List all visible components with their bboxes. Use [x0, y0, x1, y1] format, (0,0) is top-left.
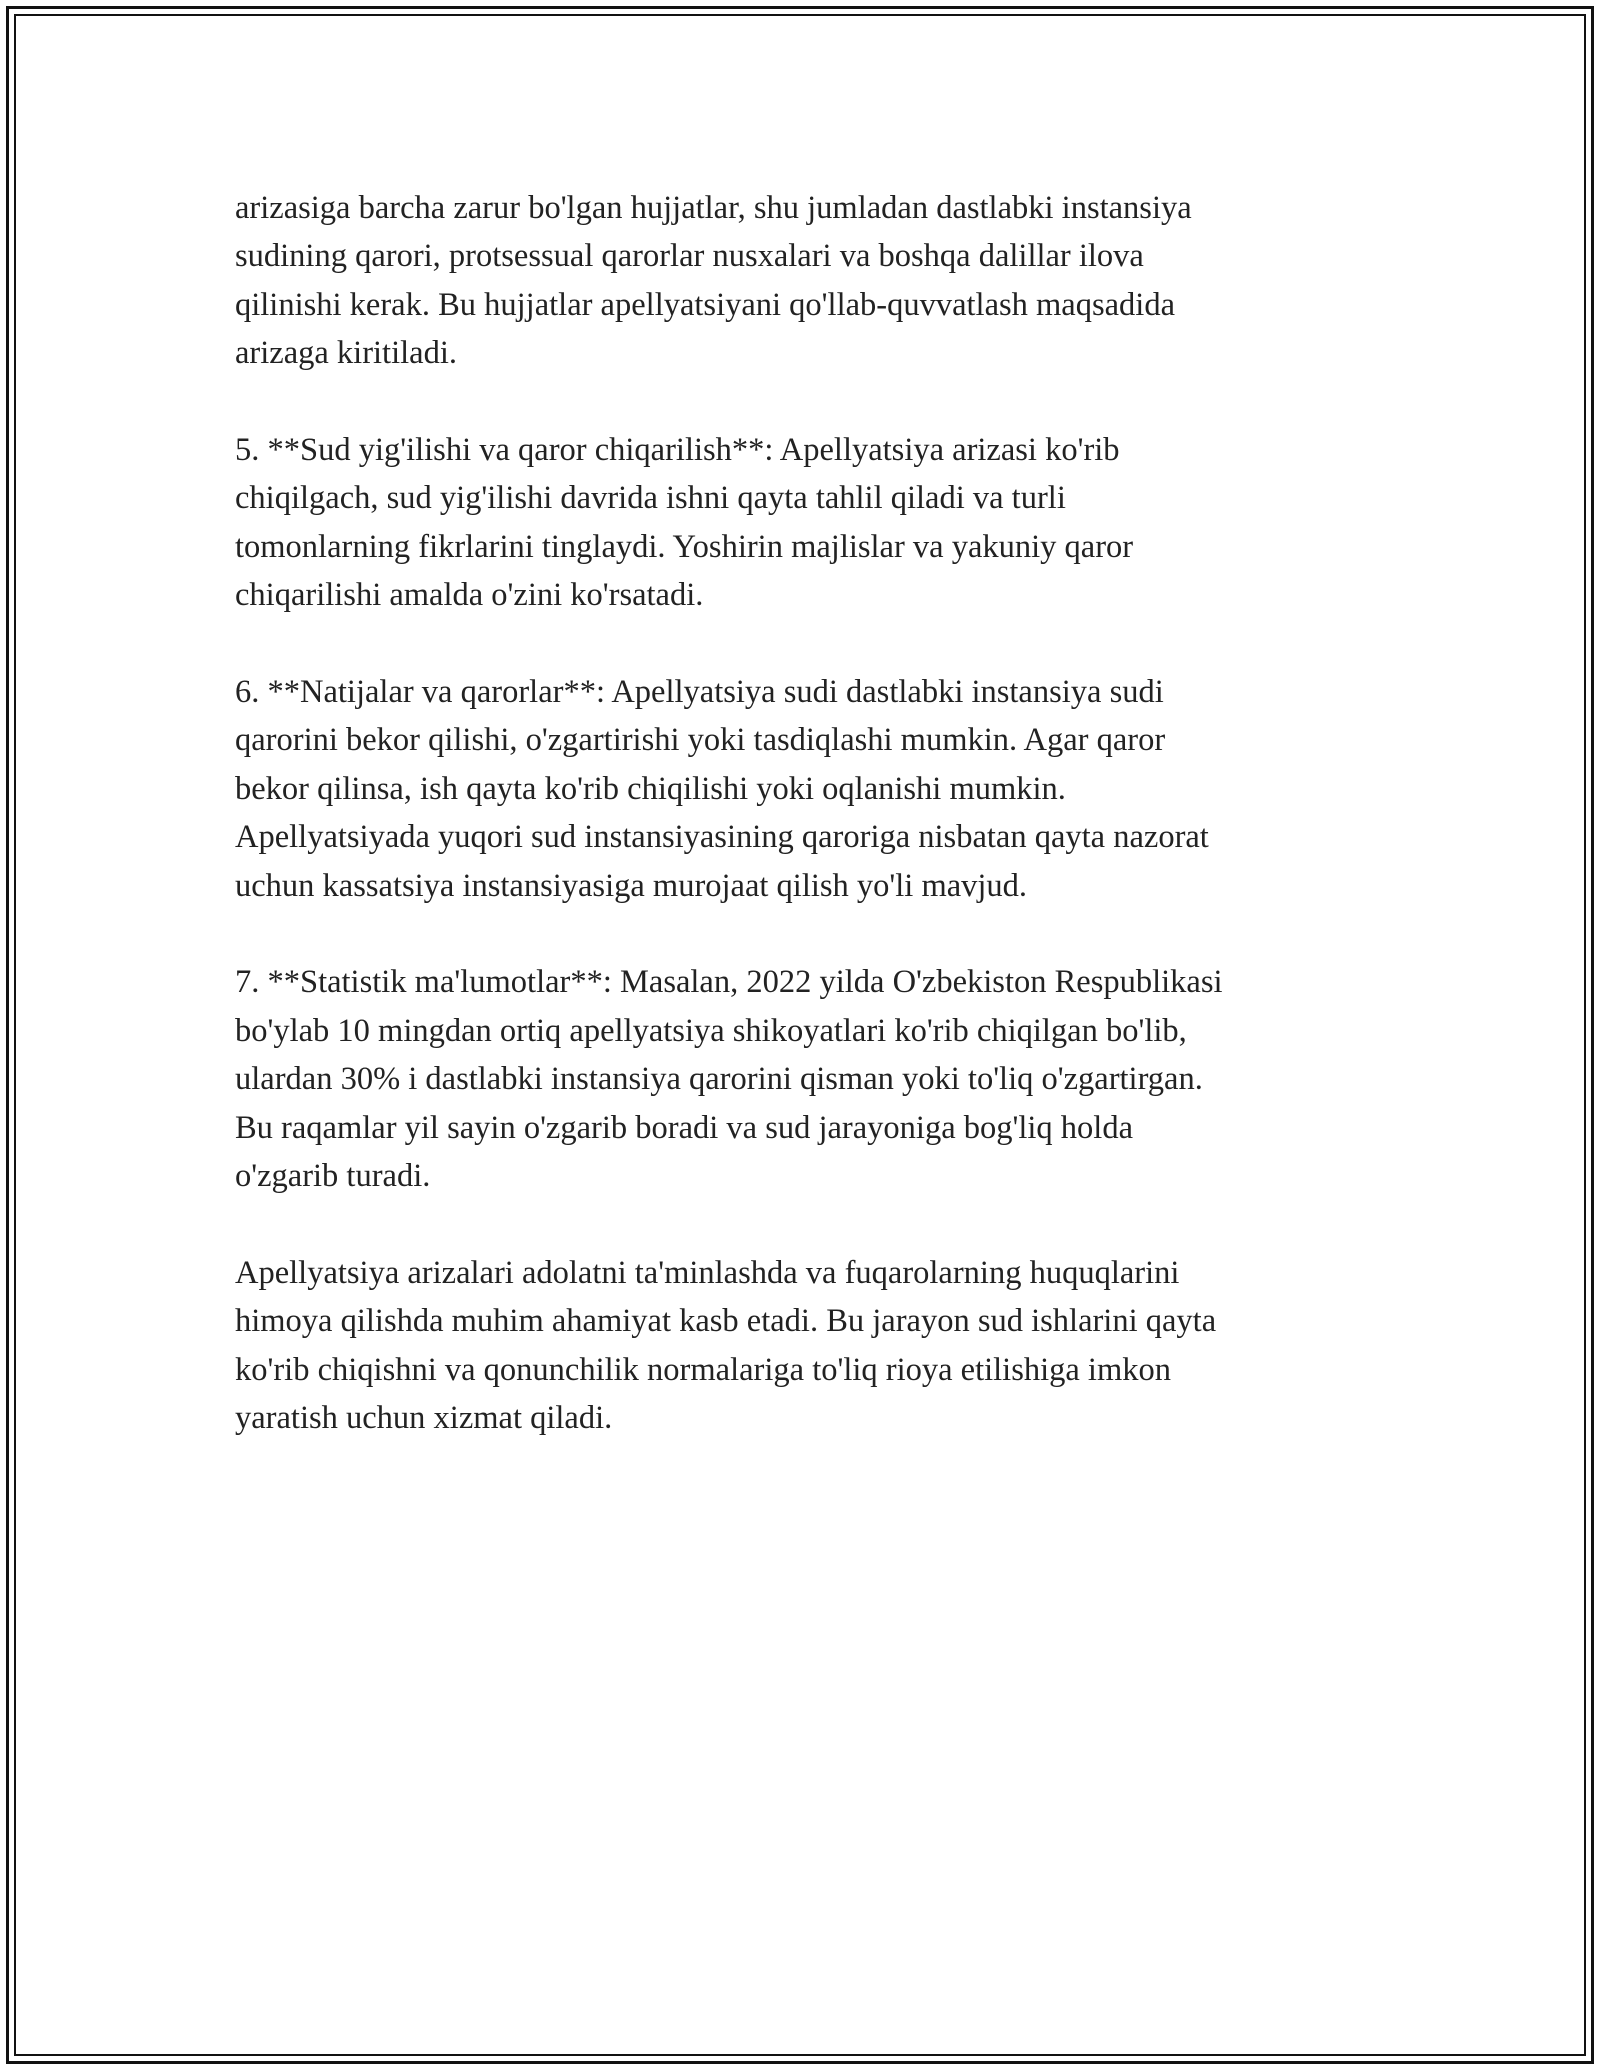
paragraph-court-hearing: 5. **Sud yig'ilishi va qaror chiqarilish**: Apellyatsiya arizasi ko'rib chiqilgach, sud yig'ilishi davrida ishni qayta tahlil qiladi va turli tomonlarning fikrlarini tinglaydi. Yoshirin majlislar va yakuniy qaror chiqarilishi amalda o'zini ko'rsatadi. — [235, 432, 1134, 614]
document-body — [235, 184, 1365, 1491]
paragraph-conclusion: Apellyatsiya arizalari adolatni ta'minlashda va fuqarolarning huquqlarini himoya qilishda muhim ahamiyat kasb etadi. Bu jarayon sud ishlarini qayta ko'rib chiqishni va qonunchilik normalariga to'liq rioya etilishiga imkon yaratish uchun xizmat qiladi. — [235, 1254, 1217, 1437]
paragraph-results-decisions: 6. **Natijalar va qarorlar**: Apellyatsiya sudi dastlabki instansiya sudi qarorini bekor qilishi, o'zgartirishi yoki tasdiqlashi mumkin. Agar qaror bekor qilinsa, ish qayta ko'rib chiqilishi yoki oqlanishi mumkin. Apellyatsiyada yuqori sud instansiyasining qaroriga nisbatan qayta nazorat uchun kassatsiya instansiyasiga murojaat qilish yo'li mavjud. — [235, 674, 1209, 904]
paragraph-statistics: 7. **Statistik ma'lumotlar**: Masalan, 2022 yilda O'zbekiston Respublikasi bo'ylab 10 mingdan ortiq apellyatsiya shikoyatlari ko'rib chiqilgan bo'lib, ulardan 30% i dastlabki instansiya qarorini qisman yoki to'liq o'zgartirgan. Bu raqamlar yil sayin o'zgarib boradi va sud jarayoniga bog'liq holda o'zgarib turadi. — [235, 964, 1223, 1195]
paragraph-documents-attachment: arizasiga barcha zarur bo'lgan hujjatlar, shu jumladan dastlabki instansiya sudining qarori, protsessual qarorlar nusxalari va boshqa dalillar ilova qilinishi kerak. Bu hujjatlar apellyatsiyani qo'llab-quvvatlash maqsadida arizaga kiritiladi. — [235, 190, 1192, 372]
